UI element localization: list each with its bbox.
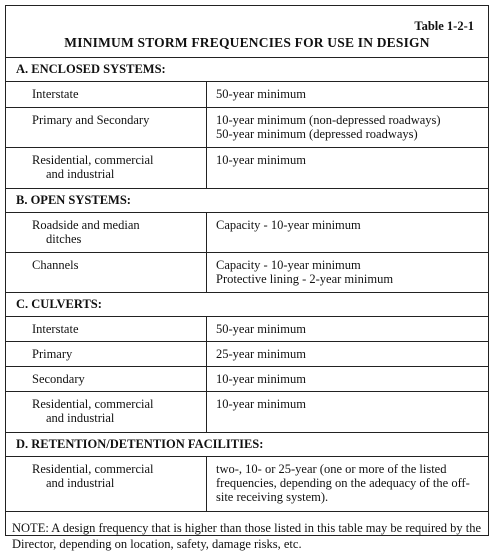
row-label: Channels [6, 253, 207, 292]
section-heading-culverts: C. CULVERTS: [6, 293, 488, 317]
table-row [6, 213, 488, 253]
table-row [6, 342, 488, 367]
row-label: Residential, commercial and industrial [6, 457, 207, 511]
row-label: Residential, commercial and industrial [6, 148, 207, 188]
row-label: Primary and Secondary [6, 108, 207, 147]
row-value: two-, 10- or 25-year (one or more of the listed frequencies, depending on the adequacy of the off- site receiving system). [216, 462, 470, 504]
row-label: Residential, commercial and industrial [6, 392, 207, 432]
row-value: 10-year minimum [216, 372, 306, 386]
table-row [6, 108, 488, 148]
table-row [6, 253, 488, 293]
table-title: MINIMUM STORM FREQUENCIES FOR USE IN DESIGN [64, 35, 430, 50]
table-number: Table 1-2-1 [414, 19, 474, 33]
table-frame [5, 5, 489, 551]
row-label: Interstate [6, 82, 207, 107]
table-row [6, 392, 488, 433]
row-value: Capacity - 10-year minimum [216, 218, 361, 232]
row-label: Primary [6, 342, 207, 366]
row-value: 10-year minimum [216, 153, 306, 167]
section-heading-open: B. OPEN SYSTEMS: [6, 189, 488, 213]
table-row [6, 367, 488, 392]
row-label: Secondary [6, 367, 207, 391]
table-row [6, 82, 488, 108]
table-row [6, 317, 488, 342]
storm-frequency-table [6, 57, 488, 552]
row-value: 10-year minimum (non-depressed roadways) 50-year minimum (depressed roadways) [216, 113, 441, 141]
table-note: NOTE: A design frequency that is higher than those listed in this table may be required by the Director, depending on location, safety, damage risks, etc. [12, 521, 481, 551]
section-heading-retention: D. RETENTION/DETENTION FACILITIES: [6, 433, 488, 457]
row-value: Capacity - 10-year minimum Protective lining - 2-year minimum [216, 258, 394, 286]
table-row [6, 148, 488, 189]
row-value: 50-year minimum [216, 87, 306, 101]
row-label: Interstate [6, 317, 207, 341]
row-value: 25-year minimum [216, 347, 306, 361]
table-row [6, 457, 488, 512]
row-label: Roadside and median ditches [6, 213, 207, 252]
row-value: 50-year minimum [216, 322, 306, 336]
row-value: 10-year minimum [216, 397, 306, 411]
section-heading-enclosed: A. ENCLOSED SYSTEMS: [6, 58, 488, 82]
